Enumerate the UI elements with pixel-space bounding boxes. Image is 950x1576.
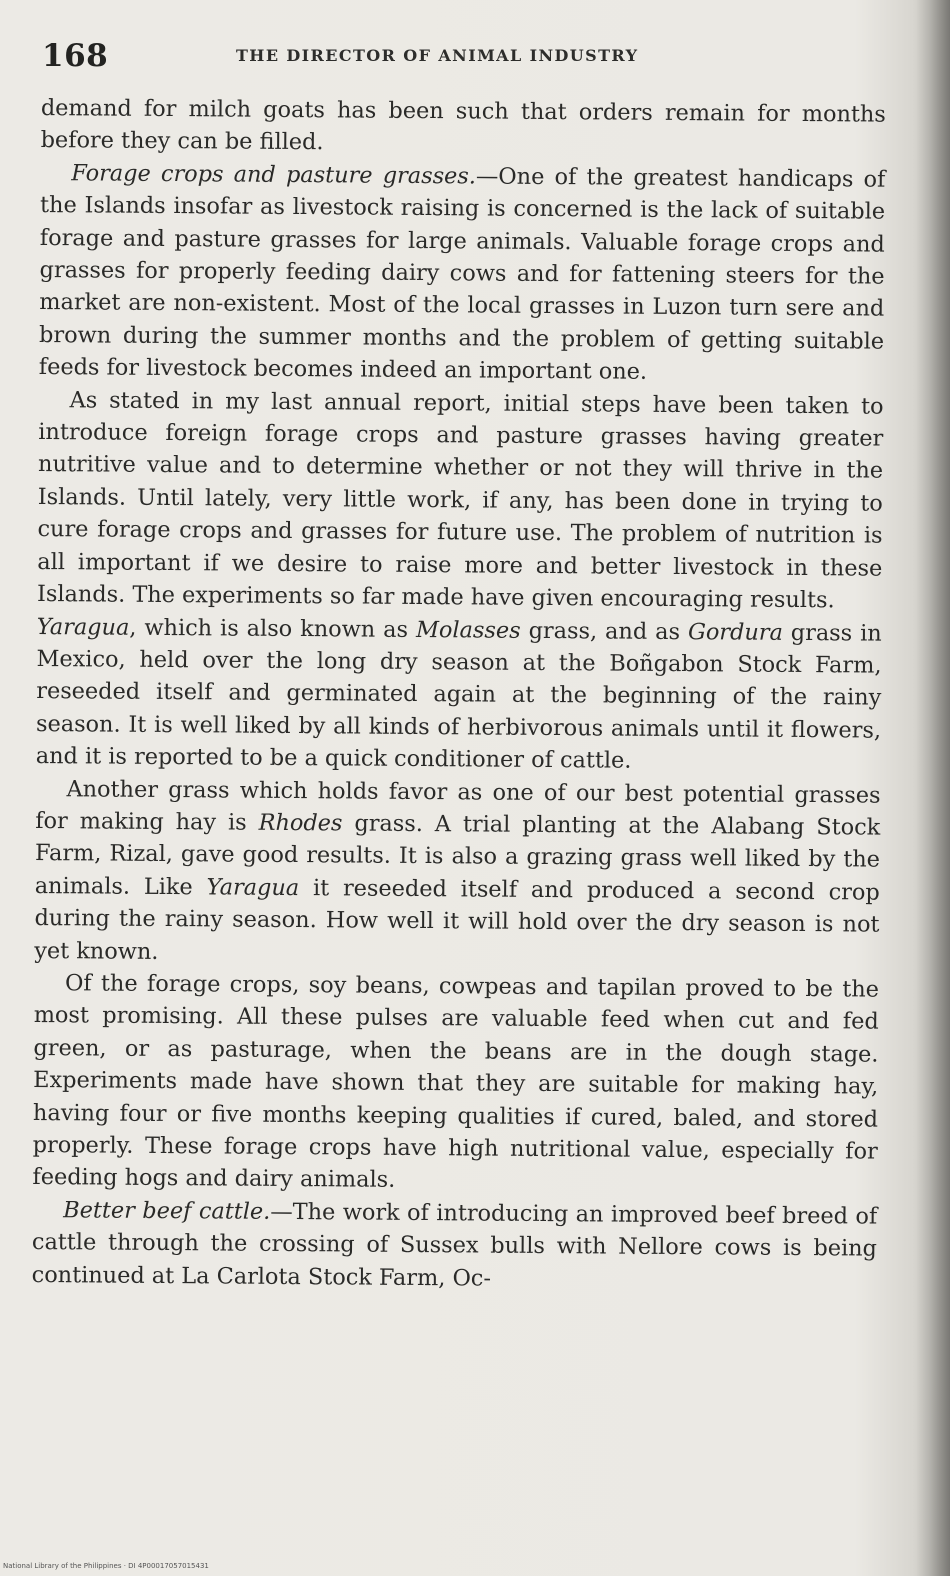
running-head: THE DIRECTOR OF ANIMAL INDUSTRY [236,46,639,65]
section-lead-beef: Better beef cattle. [63,1197,271,1225]
term-yaragua: Yaragua [206,874,300,901]
paragraph-text: grass. A trial planting at the Alabang Stock Farm, Rizal, gave good results. It is also a grazing grass well liked by the animals. Like [34,810,881,901]
page-edge-shadow [916,0,950,1576]
paragraph-goats [40,92,885,163]
term-gordura: Gordura [687,618,783,646]
paragraph-yaragua [36,610,882,779]
paragraph-forage-crops [39,157,886,390]
paragraph-text: demand for milch goats has been such that orders remain for months before they can be filled. [40,94,886,156]
term-molasses: Molasses [415,616,521,644]
paragraph-beef-cattle [32,1194,878,1298]
page-header [40,34,900,84]
body-text [32,92,886,1298]
paragraph-forage-crops-pulses [32,967,879,1200]
paragraph-text: Of the forage crops, soy beans, cowpeas and tapilan proved to be the most promising. All these pulses are valuable feed when cut and fed green, or as pasturage, when the beans are in the dough stage. Experiments made have shown that they are suitable for making hay, having four or five months keeping qualities if cured, baled, and stored properly. These forage crops have high nutritional value, especially for feeding hogs and dairy animals. [32,970,880,1194]
paragraph-text: —The work of introducing an improved beef breed of cattle through the crossing of Sussex bulls with Nellore cows is being continued at La Carlota Stock Farm, Oc- [31,1198,878,1292]
section-lead-forage: Forage crops and pasture grasses. [71,160,477,190]
term-rhodes: Rhodes [258,809,343,837]
paragraph-text: —One of the greatest handicaps of the Islands insofar as livestock raising is concerned is the lack of suitable forage and pasture grasses for large animals. Valuable forage crops and grasses for properly feeding dairy cows and for fattening steers for the market are non-existent. Most of the local grasses in Luzon turn sere and brown during the summer months and the problem of getting suitable feeds for livestock becomes indeed an important one. [38,163,886,386]
paragraph-rhodes-grass [34,773,881,974]
paragraph-annual-report [37,384,884,617]
paragraph-text: Another grass which holds favor as one of our best potential grasses for making hay is [35,775,881,836]
term-yaragua: Yaragua [36,613,130,641]
page-number: 168 [42,38,109,74]
paragraph-text: it reseeded itself and produced a second crop during the rainy season. How well it will hold over the dry season is not yet known. [34,874,880,965]
paragraph-text: grass, and as [520,617,689,645]
paragraph-text: As stated in my last annual report, initial steps have been taken to introduce foreign forage crops and pasture grasses having greater nutritive value and to determine whether or not they will thrive in the Islands. Until lately, very little work, if any, has been done in trying to cure forage crops and grasses for future use. The problem of nutrition is all important if we desire to raise more and better livestock in these Islands. The experiments so far made have given encouraging results. [36,386,884,614]
paragraph-text: , which is also known as [129,614,417,643]
paragraph-text: grass in Mexico, held over the long dry season at the Boñgabon Stock Farm, reseeded itself and germinated again at the beginning of the rainy season. It is well liked by all kinds of herbivorous animals until it flowers, and it is reported to be a quick conditioner of cattle. [35,619,882,774]
scan-credit: National Library of the Philippines · DI 4P00017057015431 [3,1562,209,1570]
